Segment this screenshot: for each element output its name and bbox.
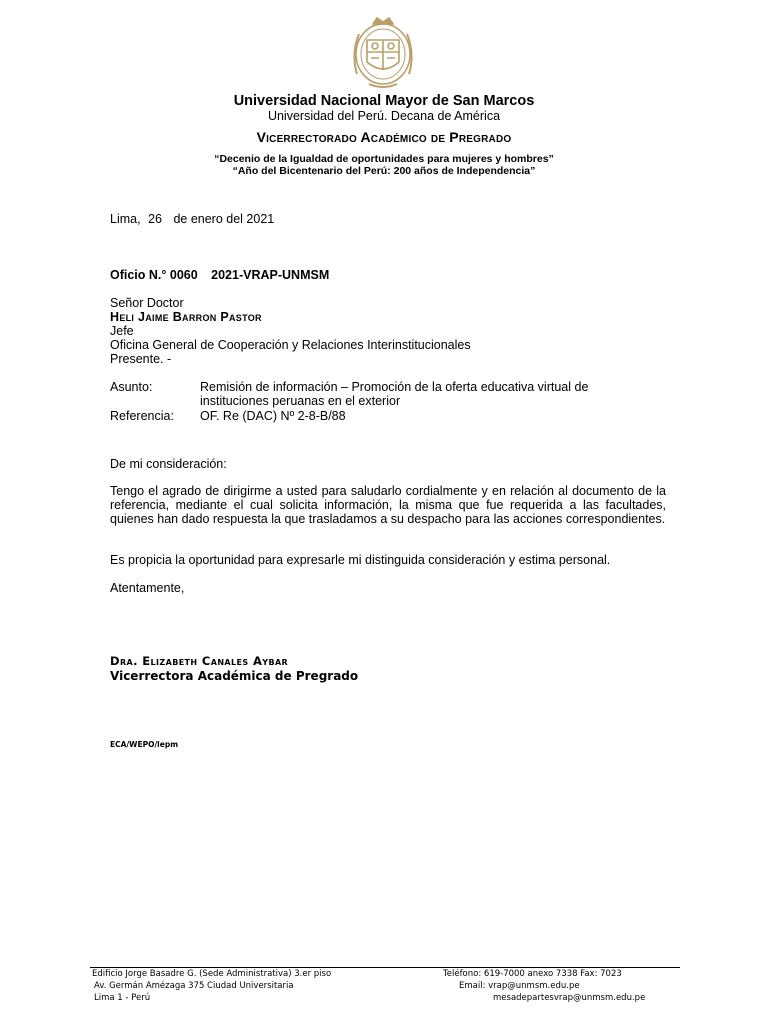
recipient-office: Oficina General de Cooperación y Relaciones Interinstitucionales — [110, 338, 471, 352]
presente: Presente. - — [110, 352, 172, 366]
signer-role: Vicerrectora Académica de Pregrado — [110, 669, 359, 683]
university-name: Universidad Nacional Mayor de San Marcos — [233, 93, 535, 109]
oficio-prefix: Oficio N.° 0060 — [110, 268, 198, 282]
decade-line-2: “Año del Bicentenario del Perú: 200 años de Independencia” — [232, 165, 536, 177]
footer-address-line-2: Av. Germán Amézaga 375 Ciudad Universitaria — [94, 981, 294, 991]
recipient-role: Jefe — [110, 324, 134, 338]
asunto-label: Asunto: — [110, 380, 153, 394]
footer-address-line-3: Lima 1 - Perú — [94, 993, 151, 1003]
closing: Atentamente, — [110, 581, 185, 595]
date-city: Lima, — [110, 212, 141, 226]
letter-date — [110, 212, 274, 226]
body-paragraph-1: Tengo el agrado de dirigirme a usted para saludarlo cordialmente y en relación al documento de la referencia, mediante el cual solicita información, la misma que fue requerida a las facultades, quienes han dado respuesta la que trasladamos a su despacho para las acciones correspondientes. — [110, 484, 666, 526]
footer-email: Email: vrap@unmsm.edu.pe — [459, 981, 580, 991]
date-day: 26 — [148, 212, 162, 226]
footer-phone: Teléfono: 619-7000 anexo 7338 Fax: 7023 — [443, 969, 622, 979]
asunto-value: Remisión de información – Promoción de la oferta educativa virtual de instituciones peruanas en el exterior — [200, 380, 589, 408]
oficio-suffix: 2021-VRAP-UNMSM — [211, 268, 330, 282]
oficio-number — [110, 268, 329, 282]
office-name: Vicerrectorado Académico de Pregrado — [256, 129, 512, 145]
body-paragraph-2: Es propicia la oportunidad para expresarle mi distinguida consideración y estima personal. — [110, 553, 611, 567]
referencia-label: Referencia: — [110, 409, 174, 423]
footer-divider — [90, 967, 680, 968]
date-rest: de enero del 2021 — [173, 212, 275, 226]
salutation-title: Señor Doctor — [110, 296, 184, 310]
reference-initials: ECA/WEPO/lepm — [110, 740, 179, 749]
footer-address-line-1: Edificio Jorge Basadre G. (Sede Administrativa) 3.er piso — [92, 969, 332, 979]
signer-name: Dra. Elizabeth Canales Aybar — [110, 654, 289, 668]
footer-email-2: mesadepartesvrap@unmsm.edu.pe — [493, 993, 646, 1003]
referencia-value: OF. Re (DAC) Nº 2-8-B/88 — [200, 409, 346, 423]
university-subtitle: Universidad del Perú. Decana de América — [267, 109, 501, 123]
recipient-name: Heli Jaime Barron Pastor — [110, 310, 262, 324]
greeting: De mi consideración: — [110, 457, 227, 471]
decade-line-1: “Decenio de la Igualdad de oportunidades para mujeres y hombres” — [214, 153, 554, 165]
university-seal-icon — [347, 14, 419, 90]
